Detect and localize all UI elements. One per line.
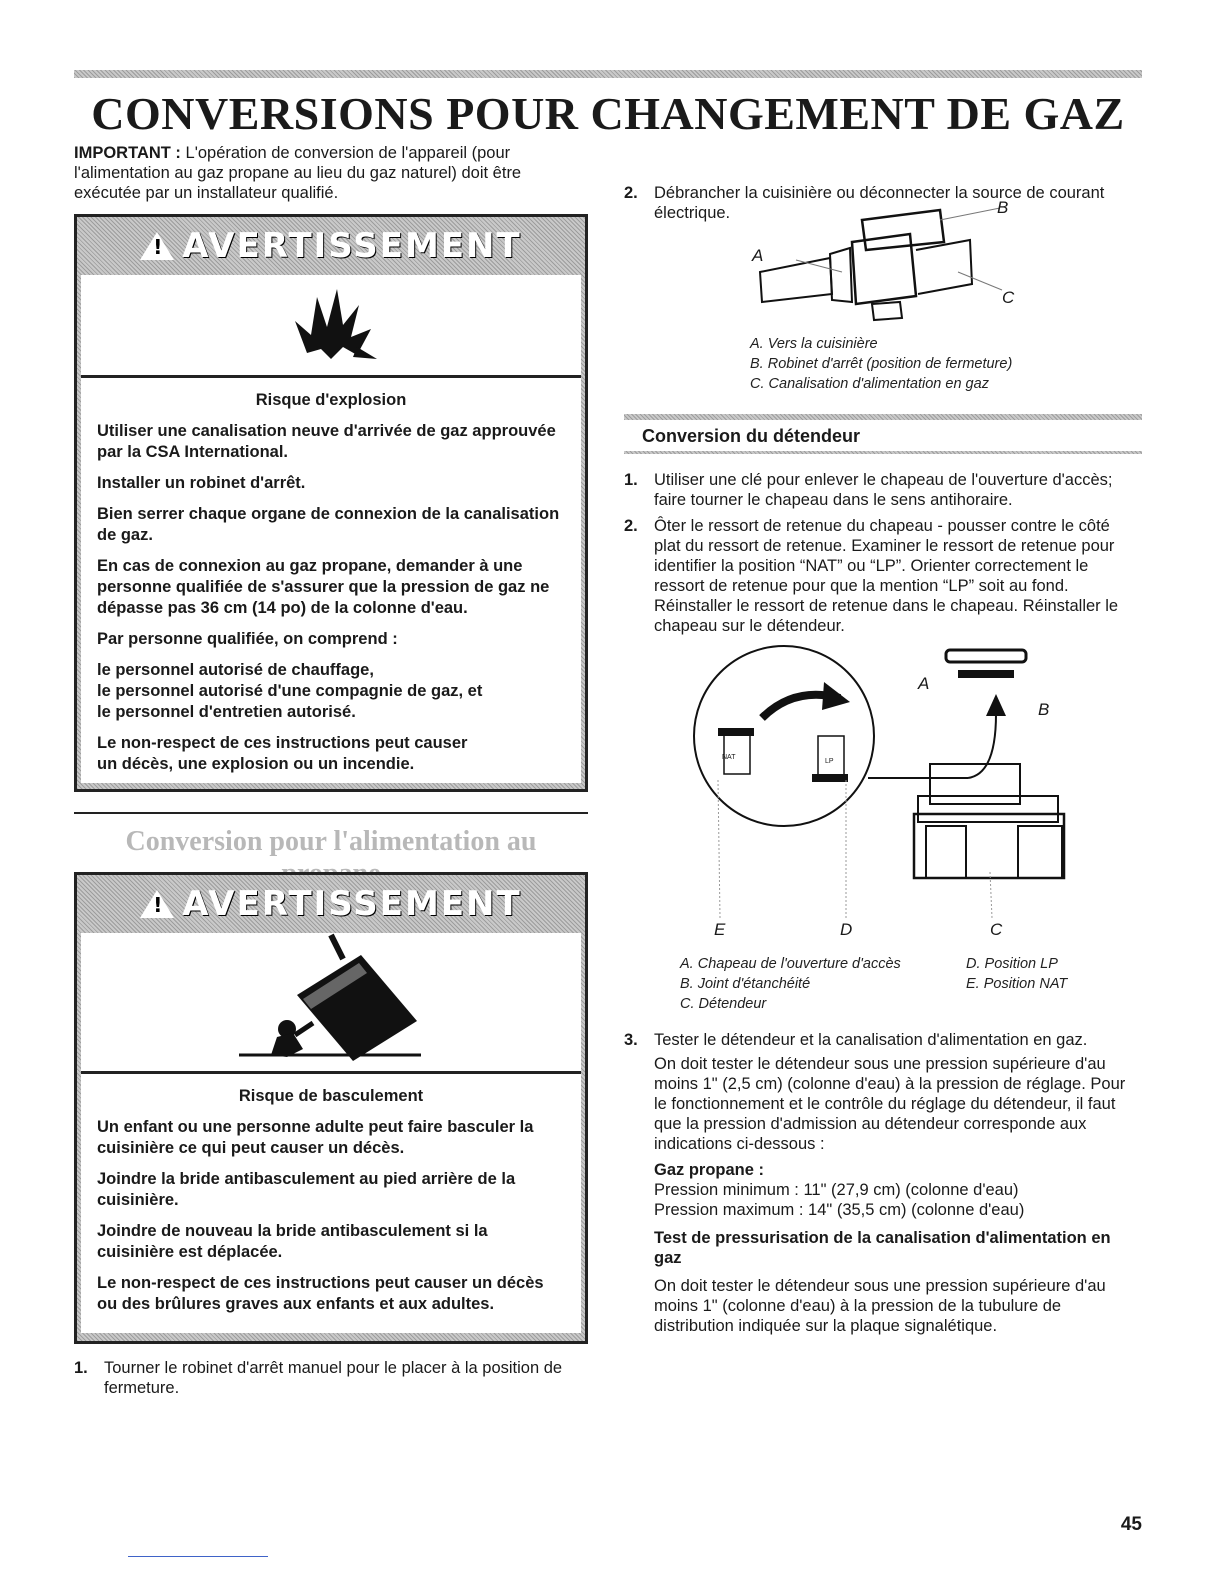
tip-over-icon bbox=[81, 933, 587, 1071]
step-text: Ôter le ressort de retenue du chapeau - pousser contre le côté plat du ressort de retenue. Examiner le ressort de retenue pour identifier la position “NAT” ou “LP”. Orienter correctement le ressort de retenue pour que la mention “LP” soit au fond. Réinstaller le ressort de retenue dans le chapeau. Réinstaller le chapeau sur le détendeur. bbox=[654, 517, 1119, 635]
section-title-propane: Conversion pour l'alimentation au bbox=[125, 826, 537, 857]
valve-label-b: B bbox=[997, 198, 1009, 217]
caption: C. Canalisation d'alimentation en gaz bbox=[750, 376, 989, 392]
step-text: Tourner le robinet d'arrêt manuel pour le placer à la position de fermeture. bbox=[104, 1359, 563, 1397]
regulator-steps bbox=[624, 470, 1140, 636]
warning-title: Risque de basculement bbox=[238, 1087, 424, 1105]
valve-label-c: C bbox=[1002, 288, 1015, 307]
tip-over-warning-box bbox=[74, 872, 588, 1344]
step-number: 1. bbox=[74, 1359, 88, 1377]
pressure-test-heading: Test de pressurisation de la canalisation d'alimentation en gaz bbox=[654, 1229, 1111, 1267]
step-number: 2. bbox=[624, 517, 638, 535]
warning-body bbox=[81, 1074, 581, 1333]
caption: A. Vers la cuisinière bbox=[750, 336, 878, 352]
warning-header bbox=[77, 875, 585, 933]
propane-min-pressure: Pression minimum : 11" (27,9 cm) (colonne d'eau) bbox=[654, 1181, 1019, 1199]
pressure-test-text: On doit tester le détendeur sous une pression supérieure d'au moins 1" (colonne d'eau) à la pression de la tubulure de distribution indiquée sur la plaque signalétique. bbox=[654, 1277, 1106, 1335]
warning-heading: AVERTISSEMENT bbox=[182, 884, 522, 924]
intro-label: IMPORTANT : bbox=[74, 144, 181, 162]
warning-line: Un enfant ou une personne adulte peut faire basculer la cuisinière ce qui peut causer un décès. bbox=[97, 1118, 534, 1157]
regulator-section-header bbox=[624, 414, 1142, 454]
regulator-step-1 bbox=[624, 470, 1140, 510]
warning-line: Joindre la bride antibasculement au pied arrière de la cuisinière. bbox=[97, 1170, 516, 1209]
explosion-pictogram bbox=[81, 275, 581, 378]
nat-marker: NAT bbox=[722, 754, 736, 761]
explosion-warning-box bbox=[74, 214, 588, 792]
warning-triangle-icon: ! bbox=[140, 232, 174, 260]
step-3-paragraph: On doit tester le détendeur sous une pression supérieure d'au moins 1" (2,5 cm) (colonne d'eau) à la pression de réglage. Pour le fonctionnement et le contrôle du réglage du détendeur, il faut que la pression d'admission au détendeur corresponde aux indications ci-dessous : bbox=[654, 1055, 1126, 1153]
warning-header bbox=[77, 217, 585, 275]
warning-line: Joindre de nouveau la bride antibasculement si la cuisinière est déplacée. bbox=[97, 1222, 488, 1261]
step-text: Débrancher la cuisinière ou déconnecter la source de courant électrique. bbox=[654, 184, 1105, 222]
page-number: 45 bbox=[1120, 1514, 1142, 1535]
step-3-body bbox=[624, 1054, 1140, 1336]
shutoff-valve-diagram bbox=[740, 190, 1040, 330]
regulator-label-e: E bbox=[714, 920, 726, 939]
section-rule bbox=[74, 812, 588, 814]
explosion-icon bbox=[81, 275, 587, 375]
warning-triangle-icon: ! bbox=[140, 890, 174, 918]
section-heading: Conversion du détendeur bbox=[642, 426, 861, 446]
warning-line: le personnel d'entretien autorisé. bbox=[97, 703, 356, 721]
regulator-label-a: A bbox=[918, 674, 930, 693]
regulator-captions-right bbox=[966, 954, 1067, 994]
section-bar bbox=[624, 414, 1142, 420]
warning-line: le personnel autorisé de chauffage, bbox=[97, 661, 374, 679]
intro-paragraph bbox=[74, 143, 574, 203]
warning-line: un décès, une explosion ou un incendie. bbox=[97, 755, 415, 773]
caption: C. Détendeur bbox=[680, 996, 767, 1012]
intro-text: L'opération de conversion de l'appareil (pour l'alimentation au gaz propane au lieu du gaz naturel) doit être exécutée par un installateur qualifié. bbox=[74, 144, 522, 202]
caption: B. Joint d'étanchéité bbox=[680, 976, 811, 992]
header-rule bbox=[74, 70, 1142, 78]
warning-heading: AVERTISSEMENT bbox=[182, 226, 522, 266]
valve-label-a: A bbox=[752, 246, 764, 265]
warning-line: Le non-respect de ces instructions peut causer un décès ou des brûlures graves aux enfants et aux adultes. bbox=[97, 1274, 544, 1313]
step-1 bbox=[74, 1358, 608, 1398]
warning-line: Bien serrer chaque organe de connexion de la canalisation de gaz. bbox=[97, 505, 560, 544]
warning-line: Installer un robinet d'arrêt. bbox=[97, 474, 306, 492]
regulator-label-c: C bbox=[990, 920, 1003, 939]
warning-line: Le non-respect de ces instructions peut causer bbox=[97, 734, 468, 752]
step-number: 1. bbox=[624, 471, 638, 489]
regulator-diagram bbox=[690, 640, 1110, 940]
footer-line bbox=[128, 1556, 268, 1557]
propane-heading: Gaz propane : bbox=[654, 1161, 765, 1179]
regulator-captions-left bbox=[680, 954, 901, 1014]
step-number: 3. bbox=[624, 1031, 638, 1049]
tip-over-pictogram bbox=[81, 933, 581, 1074]
step-3-intro bbox=[624, 1030, 1140, 1050]
regulator-step-2 bbox=[624, 516, 1140, 636]
propane-max-pressure: Pression maximum : 14" (35,5 cm) (colonne d'eau) bbox=[654, 1201, 1025, 1219]
step-3 bbox=[624, 1030, 1140, 1336]
page-title: CONVERSIONS POUR CHANGEMENT DE GAZ bbox=[91, 88, 1125, 139]
section-bar bbox=[624, 451, 1142, 454]
step-number: 2. bbox=[624, 184, 638, 202]
step-text: Tester le détendeur et la canalisation d'alimentation en gaz. bbox=[654, 1031, 1088, 1049]
caption: E. Position NAT bbox=[966, 976, 1068, 992]
warning-body bbox=[81, 378, 581, 783]
warning-line: En cas de connexion au gaz propane, demander à une personne qualifiée de s'assurer que la pression de gaz ne dépasse pas 36 cm (14 po) de la colonne d'eau. bbox=[97, 557, 550, 617]
warning-title: Risque d'explosion bbox=[255, 391, 407, 409]
regulator-label-b: B bbox=[1038, 700, 1050, 719]
regulator-label-d: D bbox=[840, 920, 853, 939]
warning-line: le personnel autorisé d'une compagnie de gaz, et bbox=[97, 682, 483, 700]
step-text: Utiliser une clé pour enlever le chapeau de l'ouverture d'accès; faire tourner le chapeau dans le sens antihoraire. bbox=[654, 471, 1113, 509]
caption: A. Chapeau de l'ouverture d'accès bbox=[680, 956, 901, 972]
warning-line: Par personne qualifiée, on comprend : bbox=[97, 630, 398, 648]
caption: D. Position LP bbox=[966, 956, 1058, 972]
valve-captions bbox=[750, 334, 1012, 394]
lp-marker: LP bbox=[825, 758, 834, 765]
caption: B. Robinet d'arrêt (position de fermeture) bbox=[750, 356, 1013, 372]
warning-line: Utiliser une canalisation neuve d'arrivée de gaz approuvée par la CSA International. bbox=[97, 422, 556, 461]
